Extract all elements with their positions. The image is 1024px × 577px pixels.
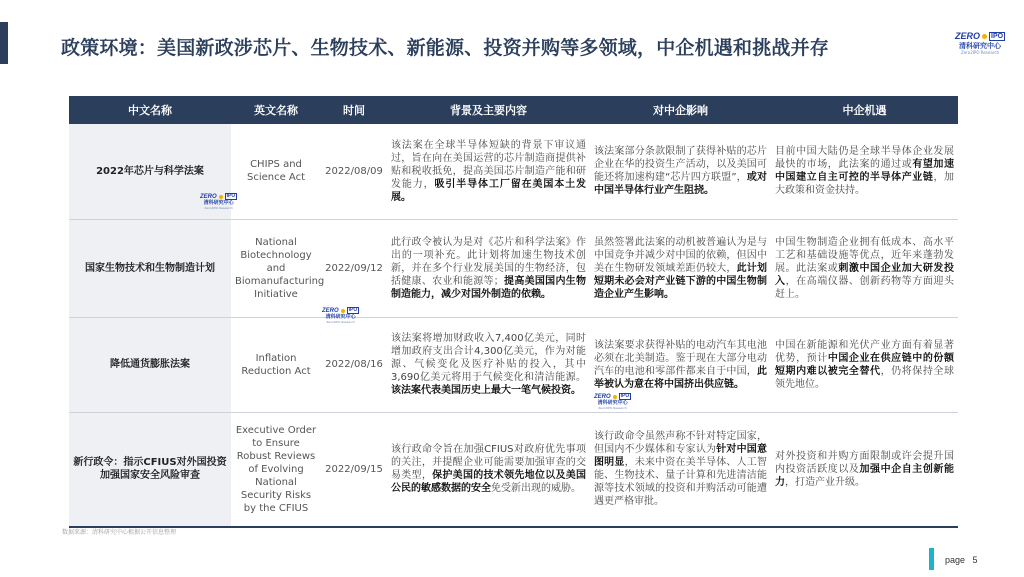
impact-text: 该行政命令虽然声称不针对特定国家，但国内不少媒体和专家认为 <box>594 431 767 456</box>
policy-impact <box>590 219 771 317</box>
logo-dot <box>982 34 987 39</box>
opportunity-highlight: 有望加速中国建立自主可控的半导体产业链 <box>775 159 954 184</box>
data-source-note: 数据来源：清科研究中心根据公开信息整理 <box>62 529 177 536</box>
impact-highlight: 此计划短期未必会对产业链下游的中国生物制造企业产生影响。 <box>594 262 767 300</box>
logo-dot <box>613 395 617 399</box>
zero2ipo-logo <box>955 32 1005 55</box>
logo-cn-name: 清科研究中心 <box>203 200 234 206</box>
col-header-impact: 对中企影响 <box>590 96 771 124</box>
logo-dot <box>219 195 223 199</box>
policy-date: 2022/09/15 <box>321 412 387 527</box>
col-header-background: 背景及主要内容 <box>387 96 590 124</box>
impact-tail: ，未来中资在美半导体、人工智能、生物技术、量子计算和先进清洁能源等技术领域的投资和并购活动可能遭遇更严格审批。 <box>594 457 767 508</box>
background-highlight: 提高美国国内生物制造能力，减少对国外制造的依赖。 <box>391 275 587 300</box>
opportunity-tail: ，仍将保持全球领先地位。 <box>775 365 954 390</box>
page-number-value: 5 <box>972 555 978 565</box>
col-header-cn-name: 中文名称 <box>69 96 231 124</box>
table-row <box>69 219 958 317</box>
policy-date: 2022/08/09 <box>321 124 387 219</box>
title-accent-bar <box>0 22 8 64</box>
background-highlight: 吸引半导体工厂留在美国本土发展。 <box>391 178 587 203</box>
policy-cn-name: 降低通货膨胀法案 <box>69 317 231 412</box>
background-tail: 免受新出现的威胁。 <box>491 483 581 495</box>
opportunity-tail: ，加大政策和资金扶持。 <box>775 172 954 197</box>
logo-brand-suffix: IPO <box>348 307 358 313</box>
opportunity-highlight: 加强中企自主创新能力 <box>775 463 954 488</box>
policy-opportunity <box>771 412 958 527</box>
opportunity-text: 中国生物制造企业拥有低成本、高水平工艺和基础设施等优点，近年来蓬勃发展。此法案或 <box>775 236 954 274</box>
impact-highlight: 此举被认为意在将中国挤出供应链。 <box>594 365 767 390</box>
impact-highlight: 针对中国意图明显 <box>594 444 767 469</box>
policy-opportunity <box>771 124 958 219</box>
background-highlight: 保护美国的技术领先地位以及美国公民的敏感数据的安全 <box>391 470 587 495</box>
policy-date: 2022/09/12 <box>321 219 387 317</box>
policy-background <box>387 412 590 527</box>
policy-impact <box>590 412 771 527</box>
watermark-logo <box>200 193 237 210</box>
background-text: 此行政令被认为是对《芯片和科学法案》作出的一项补充。此计划将加速生物技术创新，并在多个行业发展美国的生物经济，包括健康、农业和能源等； <box>391 236 586 287</box>
col-header-opportunity: 中企机遇 <box>771 96 958 124</box>
watermark-logo <box>322 307 359 324</box>
impact-text: 虽然签署此法案的动机被普遍认为是与中国竞争并减少对中国的依赖，但因中美在生物研发领域差距仍较大， <box>594 236 767 274</box>
policy-en-name: National Biotechnology and Biomanufacturing Initiative <box>231 219 321 317</box>
logo-brand: ZERO <box>955 31 981 41</box>
policy-cn-name: 新行政令：指示CFIUS对外国投资加强国家安全风险审查 <box>69 412 231 527</box>
policy-en-name: Inflation Reduction Act <box>231 317 321 412</box>
logo-cn-name: 清科研究中心 <box>959 42 1002 50</box>
policy-background <box>387 317 590 412</box>
logo-en-name: Zero2IPO Research <box>960 50 1000 55</box>
logo-en-name: Zero2IPO Research <box>326 320 355 324</box>
logo-brand: ZERO <box>322 307 339 314</box>
background-text: 该行政命令旨在加强CFIUS对政府优先事项的关注，并提醒企业可能需要加强审查的交易类型， <box>391 444 586 482</box>
background-text: 该法案将增加财政收入7,400亿美元，同时增加政府支出合计4,300亿美元，作为对能源、气候变化及医疗补贴的投入，其中3,690亿美元将用于气候变化和清洁能源。 <box>391 333 586 383</box>
policy-date: 2022/08/16 <box>321 317 387 412</box>
col-header-date: 时间 <box>321 96 387 124</box>
logo-brand-suffix: IPO <box>226 193 236 199</box>
opportunity-tail: ，打造产业升级。 <box>785 476 865 488</box>
page-marker <box>929 548 934 570</box>
impact-highlight: 或对中国半导体行业产生阻挠。 <box>594 172 767 197</box>
watermark-logo <box>594 393 631 410</box>
opportunity-highlight: 中国企业在供应链中的份额短期内难以被完全替代 <box>775 352 954 377</box>
background-text: 该法案在全球半导体短缺的背景下审议通过，旨在向在美国运营的芯片制造商提供补贴和税收抵免，提高美国芯片制造产能和研发能力， <box>391 139 586 190</box>
policy-background <box>387 124 590 219</box>
logo-dot <box>341 309 345 313</box>
logo-cn-name: 清科研究中心 <box>597 400 628 406</box>
opportunity-text: 目前中国大陆仍是全球半导体企业发展最快的市场，此法案的通过或 <box>775 146 954 171</box>
opportunity-text: 中国在新能源和光伏产业方面有着显著优势，预计 <box>775 339 954 364</box>
impact-text: 该法案要求获得补贴的电动汽车其电池必须在北美制造。鉴于现在大部分电动汽车的电池和零部件都来自于中国， <box>594 339 767 377</box>
policy-cn-name: 国家生物技术和生物制造计划 <box>69 219 231 317</box>
opportunity-tail: ，在高端仪器、创新药物等方面迎头赶上。 <box>775 275 954 300</box>
logo-brand-suffix: IPO <box>991 33 1004 40</box>
logo-en-name: Zero2IPO Research <box>598 406 627 410</box>
logo-cn-name: 清科研究中心 <box>325 314 356 320</box>
table-row <box>69 412 958 527</box>
policy-impact <box>590 124 771 219</box>
table-row <box>69 317 958 412</box>
policy-opportunity <box>771 219 958 317</box>
policy-cn-name: 2022年芯片与科学法案 <box>69 124 231 219</box>
background-highlight: 该法案代表美国历史上最大一笔气候投资。 <box>391 385 581 396</box>
opportunity-highlight: 刺激中国企业加大研发投入 <box>775 262 954 287</box>
logo-en-name: Zero2IPO Research <box>204 206 233 210</box>
table-header-row <box>69 96 958 124</box>
policy-en-name: Executive Order to Ensure Robust Reviews of Evolving National Security Risks by the CFIUS <box>231 412 321 527</box>
policy-background <box>387 219 590 317</box>
page-label-text: page <box>945 555 966 565</box>
logo-brand: ZERO <box>200 193 217 200</box>
logo-brand-suffix: IPO <box>620 393 630 399</box>
opportunity-text: 对外投资和并购方面限制或许会提升国内投资活跃度以及 <box>775 450 954 475</box>
policy-table <box>69 96 958 528</box>
impact-text: 该法案部分条款限制了获得补贴的芯片企业在华的投资生产活动，以及美国可能还将加速构建“芯片四方联盟”， <box>594 146 767 184</box>
logo-brand: ZERO <box>594 393 611 400</box>
page-number <box>945 555 978 565</box>
page-title: 政策环境：美国新政涉芯片、生物技术、新能源、投资并购等多领域，中企机遇和挑战并存 <box>61 37 830 59</box>
policy-en-name: CHIPS and Science Act <box>231 124 321 219</box>
col-header-en-name: 英文名称 <box>231 96 321 124</box>
policy-opportunity <box>771 317 958 412</box>
